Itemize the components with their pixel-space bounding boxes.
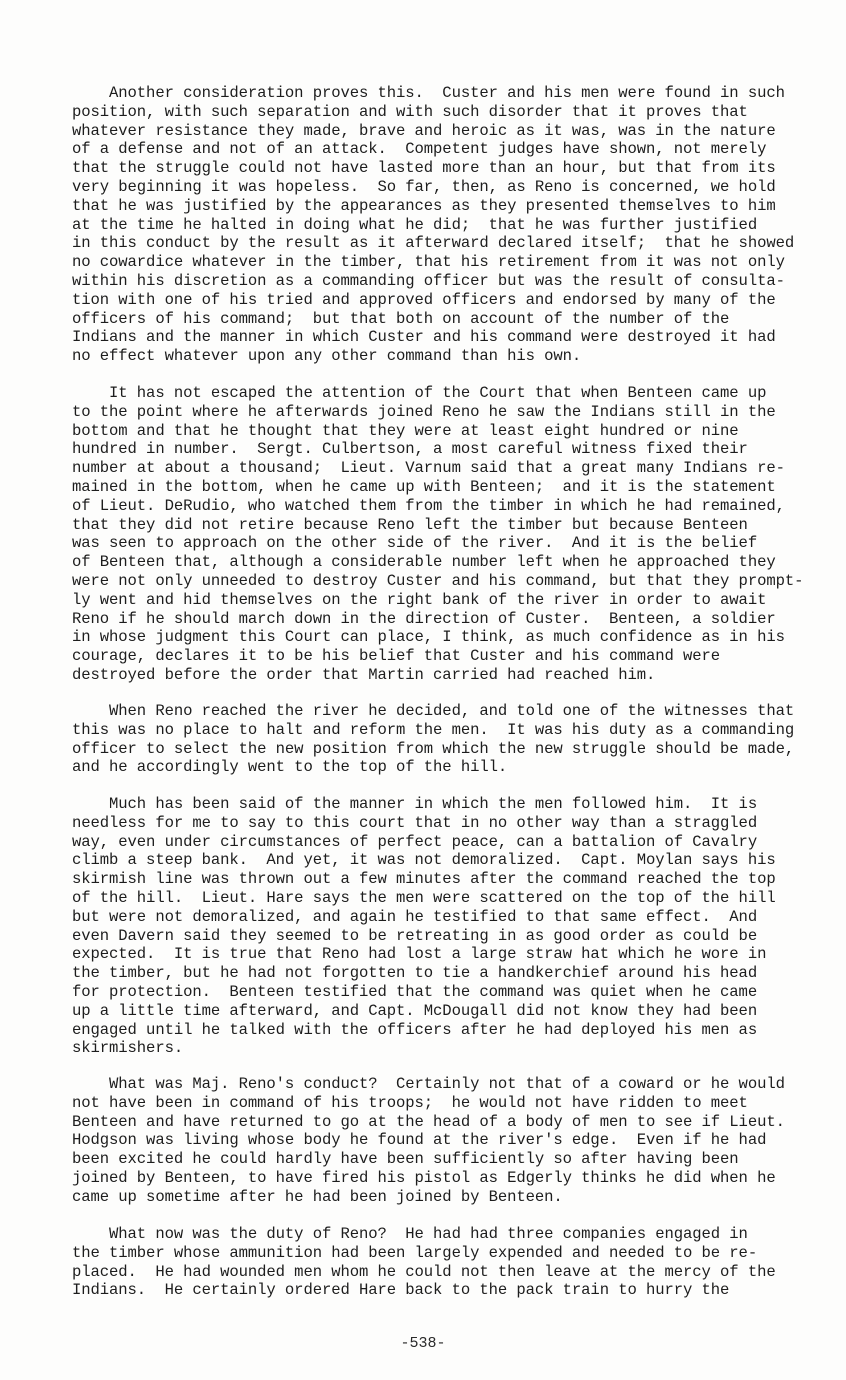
text-line: been excited he could hardly have been sufficiently so after having been <box>72 1150 739 1169</box>
text-line: of the hill. Lieut. Hare says the men were scattered on the top of the hill <box>72 888 776 907</box>
text-line: skirmishers. <box>72 1039 184 1058</box>
text-line: the timber, but he had not forgotten to tie a handkerchief around his head <box>72 964 758 983</box>
text-line: not have been in command of his troops; he would not have ridden to meet <box>72 1093 748 1112</box>
text-line: that he was justified by the appearances as they presented themselves to him <box>72 196 776 215</box>
text-line: engaged until he talked with the officers after he had deployed his men as <box>72 1020 758 1039</box>
paragraph-2 <box>72 384 802 685</box>
text-line: in this conduct by the result as it afterward declared itself; that he showed <box>72 234 795 253</box>
text-line: position, with such separation and with such disorder that it proves that <box>72 102 748 121</box>
text-line: What now was the duty of Reno? He had had three companies engaged in <box>72 1225 748 1243</box>
paragraph-6 <box>72 1225 802 1300</box>
text-line: whatever resistance they made, brave and heroic as it was, was in the nature <box>72 121 776 140</box>
text-line: no effect whatever upon any other command than his own. <box>72 347 582 366</box>
text-line: Another consideration proves this. Custer and his men were found in such <box>72 84 785 102</box>
text-line: the timber whose ammunition had been largely expended and needed to be re- <box>72 1243 758 1262</box>
text-line: number at about a thousand; Lieut. Varnum said that a great many Indians re- <box>72 459 785 478</box>
text-line: needless for me to say to this court that in no other way than a straggled <box>72 813 758 832</box>
text-line: officer to select the new position from which the new struggle should be made, <box>72 739 795 758</box>
text-line: for protection. Benteen testified that the command was quiet when he came <box>72 982 758 1001</box>
paragraph-4 <box>72 795 802 1058</box>
text-line: this was no place to halt and reform the men. It was his duty as a commanding <box>72 720 795 739</box>
text-line: at the time he halted in doing what he did; that he was further justified <box>72 215 758 234</box>
text-line: way, even under circumstances of perfect peace, can a battalion of Cavalry <box>72 832 758 851</box>
text-line: ly went and hid themselves on the right bank of the river in order to await <box>72 590 767 609</box>
text-line: even Davern said they seemed to be retreating in as good order as could be <box>72 926 758 945</box>
text-line: but were not demoralized, and again he testified to that same effect. And <box>72 907 758 926</box>
page-number: -538- <box>400 1335 446 1352</box>
text-line: climb a steep bank. And yet, it was not demoralized. Capt. Moylan says his <box>72 851 776 870</box>
text-line: mained in the bottom, when he came up with Benteen; and it is the statement <box>72 477 776 496</box>
text-line: of Lieut. DeRudio, who watched them from the timber in which he had remained, <box>72 496 785 515</box>
text-line: officers of his command; but that both on account of the number of the <box>72 309 730 328</box>
text-line: up a little time afterward, and Capt. McDougall did not know they had been <box>72 1001 758 1020</box>
text-line: tion with one of his tried and approved officers and endorsed by many of the <box>72 290 776 309</box>
text-line: Indians and the manner in which Custer and his command were destroyed it had <box>72 328 776 347</box>
text-line: and he accordingly went to the top of the hill. <box>72 758 508 777</box>
text-line: When Reno reached the river he decided, and told one of the witnesses that <box>72 702 795 720</box>
text-line: that they did not retire because Reno left the timber but because Benteen <box>72 515 748 534</box>
text-line: of Benteen that, although a considerable number left when he approached they <box>72 553 776 572</box>
text-line: very beginning it was hopeless. So far, then, as Reno is concerned, we hold <box>72 177 776 196</box>
text-line: expected. It is true that Reno had lost a large straw hat which he wore in <box>72 945 767 964</box>
text-line: Much has been said of the manner in which the men followed him. It is <box>72 795 758 813</box>
text-line: Hodgson was living whose body he found at the river's edge. Even if he had <box>72 1131 767 1150</box>
paragraph-1 <box>72 84 802 366</box>
paragraph-5 <box>72 1075 802 1207</box>
paragraph-3 <box>72 702 802 777</box>
text-line: What was Maj. Reno's conduct? Certainly not that of a coward or he would <box>72 1075 785 1093</box>
text-line: placed. He had wounded men whom he could not then leave at the mercy of the <box>72 1262 776 1281</box>
text-line: hundred in number. Sergt. Culbertson, a most careful witness fixed their <box>72 440 748 459</box>
text-line: Indians. He certainly ordered Hare back to the pack train to hurry the <box>72 1281 730 1300</box>
text-line: was seen to approach on the other side of the river. And it is the belief <box>72 534 758 553</box>
text-line: were not only unneeded to destroy Custer and his command, but that they prompt- <box>72 571 804 590</box>
text-line: came up sometime after he had been joined by Benteen. <box>72 1187 563 1206</box>
text-line: destroyed before the order that Martin carried had reached him. <box>72 665 656 684</box>
text-line: joined by Benteen, to have fired his pistol as Edgerly thinks he did when he <box>72 1168 776 1187</box>
text-line: It has not escaped the attention of the Court that when Benteen came up <box>72 384 767 402</box>
text-line: courage, declares it to be his belief that Custer and his command were <box>72 647 721 666</box>
text-line: Benteen and have returned to go at the head of a body of men to see if Lieut. <box>72 1112 785 1131</box>
text-line: Reno if he should march down in the direction of Custer. Benteen, a soldier <box>72 609 776 628</box>
text-line: that the struggle could not have lasted more than an hour, but that from its <box>72 159 776 178</box>
text-line: bottom and that he thought that they were at least eight hundred or nine <box>72 421 739 440</box>
text-line: no cowardice whatever in the timber, that his retirement from it was not only <box>72 253 785 272</box>
text-line: within his discretion as a commanding officer but was the result of consulta- <box>72 271 785 290</box>
text-line: of a defense and not of an attack. Competent judges have shown, not merely <box>72 140 767 159</box>
text-line: in whose judgment this Court can place, I think, as much confidence as in his <box>72 628 785 647</box>
text-line: skirmish line was thrown out a few minutes after the command reached the top <box>72 870 776 889</box>
text-line: to the point where he afterwards joined Reno he saw the Indians still in the <box>72 402 776 421</box>
